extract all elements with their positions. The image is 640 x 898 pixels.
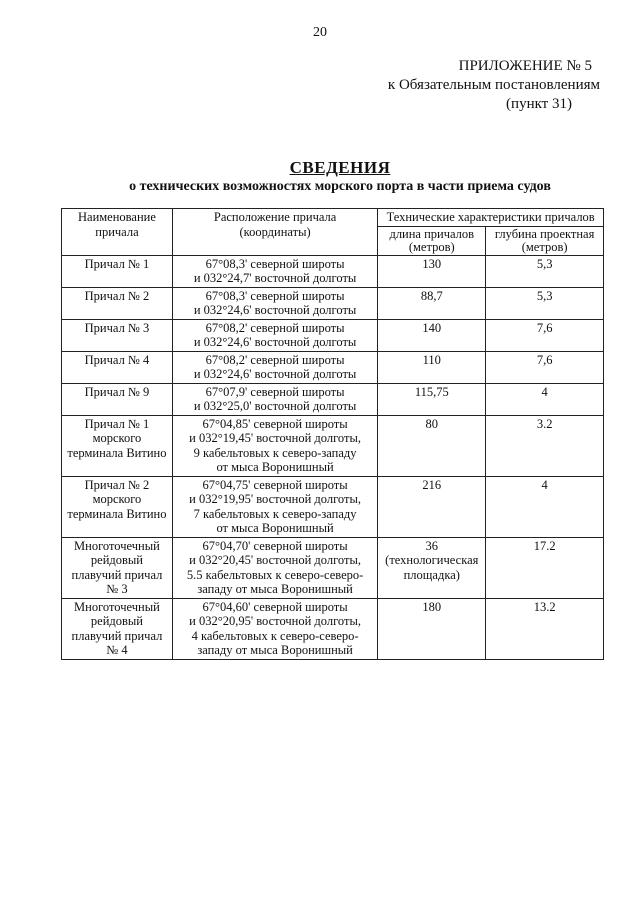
- cell-location-line: от мыса Воронишный: [216, 521, 334, 535]
- cell-berth-name: [62, 476, 173, 537]
- cell-berth-name: [62, 598, 173, 659]
- cell-location-line: 67°08,2' северной широты: [205, 352, 345, 367]
- cell-length-line: 115,75: [414, 384, 449, 399]
- cell-length-line: 140: [422, 320, 442, 335]
- cell-berth-name-line: терминала Витино: [67, 506, 167, 521]
- cell-location-line: 4 кабельтовых к северо-северо-: [191, 628, 359, 643]
- table-row: [62, 351, 604, 383]
- appendix-title: ПРИЛОЖЕНИЕ № 5: [458, 58, 592, 74]
- cell-location: [172, 383, 377, 415]
- cell-location: [172, 287, 377, 319]
- cell-length-line: 216: [422, 477, 442, 492]
- table-body: [62, 255, 604, 659]
- cell-length: [378, 476, 486, 537]
- cell-length-line: (технологическая: [385, 553, 479, 567]
- cell-depth: 13.2: [486, 598, 604, 659]
- document-title: СВЕДЕНИЯ: [289, 158, 391, 177]
- header-depth-line1: глубина проектная: [494, 226, 595, 241]
- header-length: [378, 226, 486, 255]
- header-depth-line2: (метров): [521, 239, 568, 254]
- cell-location: [172, 598, 377, 659]
- cell-berth-name-line: № 3: [106, 582, 128, 596]
- document-subtitle: о технических возможностях морского порта в части приема судов: [129, 179, 551, 194]
- cell-berth-name-line: морского: [92, 492, 142, 506]
- cell-length: [378, 383, 486, 415]
- cell-berth-name-line: терминала Витино: [67, 445, 167, 460]
- cell-location-line: 67°07,9' северной широты: [205, 384, 345, 399]
- cell-depth: 3.2: [486, 415, 604, 476]
- cell-berth-name-line: Многоточечный: [74, 538, 160, 553]
- cell-berth-name-line: Многоточечный: [74, 599, 160, 614]
- cell-location: [172, 476, 377, 537]
- cell-location-line: 67°04,85' северной широты: [202, 416, 348, 431]
- cell-location-line: и 032°19,45' восточной долготы,: [189, 431, 361, 445]
- cell-length: [378, 255, 486, 287]
- cell-location-line: и 032°24,6' восточной долготы: [193, 367, 357, 381]
- header-name: Наименование причала: [62, 209, 173, 256]
- cell-berth-name-line: № 4: [106, 643, 128, 657]
- cell-berth-name-line: морского: [92, 431, 142, 445]
- cell-location-line: и 032°20,45' восточной долготы,: [189, 553, 361, 567]
- cell-location-line: и 032°19,95' восточной долготы,: [189, 492, 361, 506]
- cell-berth-name-line: Причал № 1: [84, 416, 150, 431]
- header-tech: Технические характеристики причалов: [378, 209, 604, 227]
- cell-length: [378, 351, 486, 383]
- cell-length: [378, 319, 486, 351]
- cell-berth-name: [62, 537, 173, 598]
- table-row: [62, 415, 604, 476]
- appendix-clause: (пункт 31): [506, 96, 572, 112]
- cell-length-line: 110: [422, 352, 441, 367]
- table-row: [62, 287, 604, 319]
- cell-berth-name-line: рейдовый: [90, 553, 143, 567]
- cell-berth-name-line: Причал № 2: [84, 288, 150, 303]
- cell-location-line: западу от мыса Воронишный: [197, 643, 353, 657]
- cell-location: [172, 351, 377, 383]
- cell-length-line: 130: [422, 256, 442, 271]
- cell-length: [378, 415, 486, 476]
- cell-depth: 4: [486, 476, 604, 537]
- table-row: [62, 255, 604, 287]
- cell-length-line: 88,7: [420, 288, 443, 303]
- cell-depth: 5,3: [486, 255, 604, 287]
- cell-berth-name: [62, 351, 173, 383]
- header-length-line1: длина причалов: [389, 226, 475, 241]
- cell-location-line: 5.5 кабельтовых к северо-северо-: [186, 567, 364, 582]
- cell-location: [172, 537, 377, 598]
- table-row: [62, 476, 604, 537]
- table-row: [62, 319, 604, 351]
- cell-berth-name-line: рейдовый: [90, 614, 143, 628]
- cell-depth: 5,3: [486, 287, 604, 319]
- header-depth: [486, 226, 604, 255]
- cell-location-line: 67°08,3' северной широты: [205, 288, 345, 303]
- cell-location-line: 67°04,75' северной широты: [202, 477, 348, 492]
- cell-location-line: и 032°24,6' восточной долготы: [193, 303, 357, 317]
- cell-depth: 4: [486, 383, 604, 415]
- header-location-line1: Расположение причала: [213, 210, 337, 224]
- cell-location-line: и 032°25,0' восточной долготы: [193, 399, 357, 413]
- cell-location-line: и 032°24,6' восточной долготы: [193, 335, 357, 349]
- header-location: [172, 209, 377, 256]
- cell-depth: 7,6: [486, 319, 604, 351]
- cell-berth-name: [62, 287, 173, 319]
- cell-length: [378, 598, 486, 659]
- cell-berth-name-line: плавучий причал: [71, 628, 163, 643]
- cell-berth-name-line: Причал № 1: [84, 256, 150, 271]
- cell-location: [172, 319, 377, 351]
- cell-location-line: 67°04,60' северной широты: [202, 599, 348, 614]
- cell-berth-name: [62, 415, 173, 476]
- appendix-subtitle: к Обязательным постановлениям: [387, 77, 600, 93]
- cell-location-line: 9 кабельтовых к северо-западу: [193, 445, 357, 460]
- berths-table: [61, 208, 604, 660]
- cell-location-line: 67°08,3' северной широты: [205, 256, 345, 271]
- cell-berth-name-line: Причал № 3: [84, 320, 150, 335]
- table-row: [62, 537, 604, 598]
- cell-length-line: 80: [425, 416, 439, 431]
- cell-location-line: 67°08,2' северной широты: [205, 320, 345, 335]
- header-length-line2: (метров): [408, 239, 455, 254]
- cell-length: [378, 537, 486, 598]
- table-row: [62, 598, 604, 659]
- cell-location-line: от мыса Воронишный: [216, 460, 334, 474]
- page-number: 20: [313, 25, 327, 40]
- appendix-block: [300, 57, 600, 114]
- cell-depth: 17.2: [486, 537, 604, 598]
- cell-berth-name: [62, 319, 173, 351]
- cell-length-line: площадка): [403, 567, 460, 582]
- cell-location-line: 7 кабельтовых к северо-западу: [193, 506, 357, 521]
- cell-length-line: 180: [422, 599, 442, 614]
- cell-depth: 7,6: [486, 351, 604, 383]
- cell-length: [378, 287, 486, 319]
- cell-location: [172, 415, 377, 476]
- cell-berth-name-line: Причал № 4: [84, 352, 150, 367]
- cell-berth-name-line: Причал № 2: [84, 477, 150, 492]
- cell-location-line: 67°04,70' северной широты: [202, 538, 348, 553]
- cell-length-line: 36: [425, 538, 439, 553]
- cell-location-line: западу от мыса Воронишный: [197, 582, 353, 596]
- table-row: [62, 383, 604, 415]
- cell-berth-name-line: плавучий причал: [71, 567, 163, 582]
- cell-berth-name-line: Причал № 9: [84, 384, 150, 399]
- header-location-line2: (координаты): [239, 224, 311, 239]
- cell-berth-name: [62, 383, 173, 415]
- cell-location: [172, 255, 377, 287]
- cell-location-line: и 032°20,95' восточной долготы,: [189, 614, 361, 628]
- document-heading: [0, 158, 640, 195]
- cell-berth-name: [62, 255, 173, 287]
- cell-location-line: и 032°24,7' восточной долготы: [193, 271, 357, 285]
